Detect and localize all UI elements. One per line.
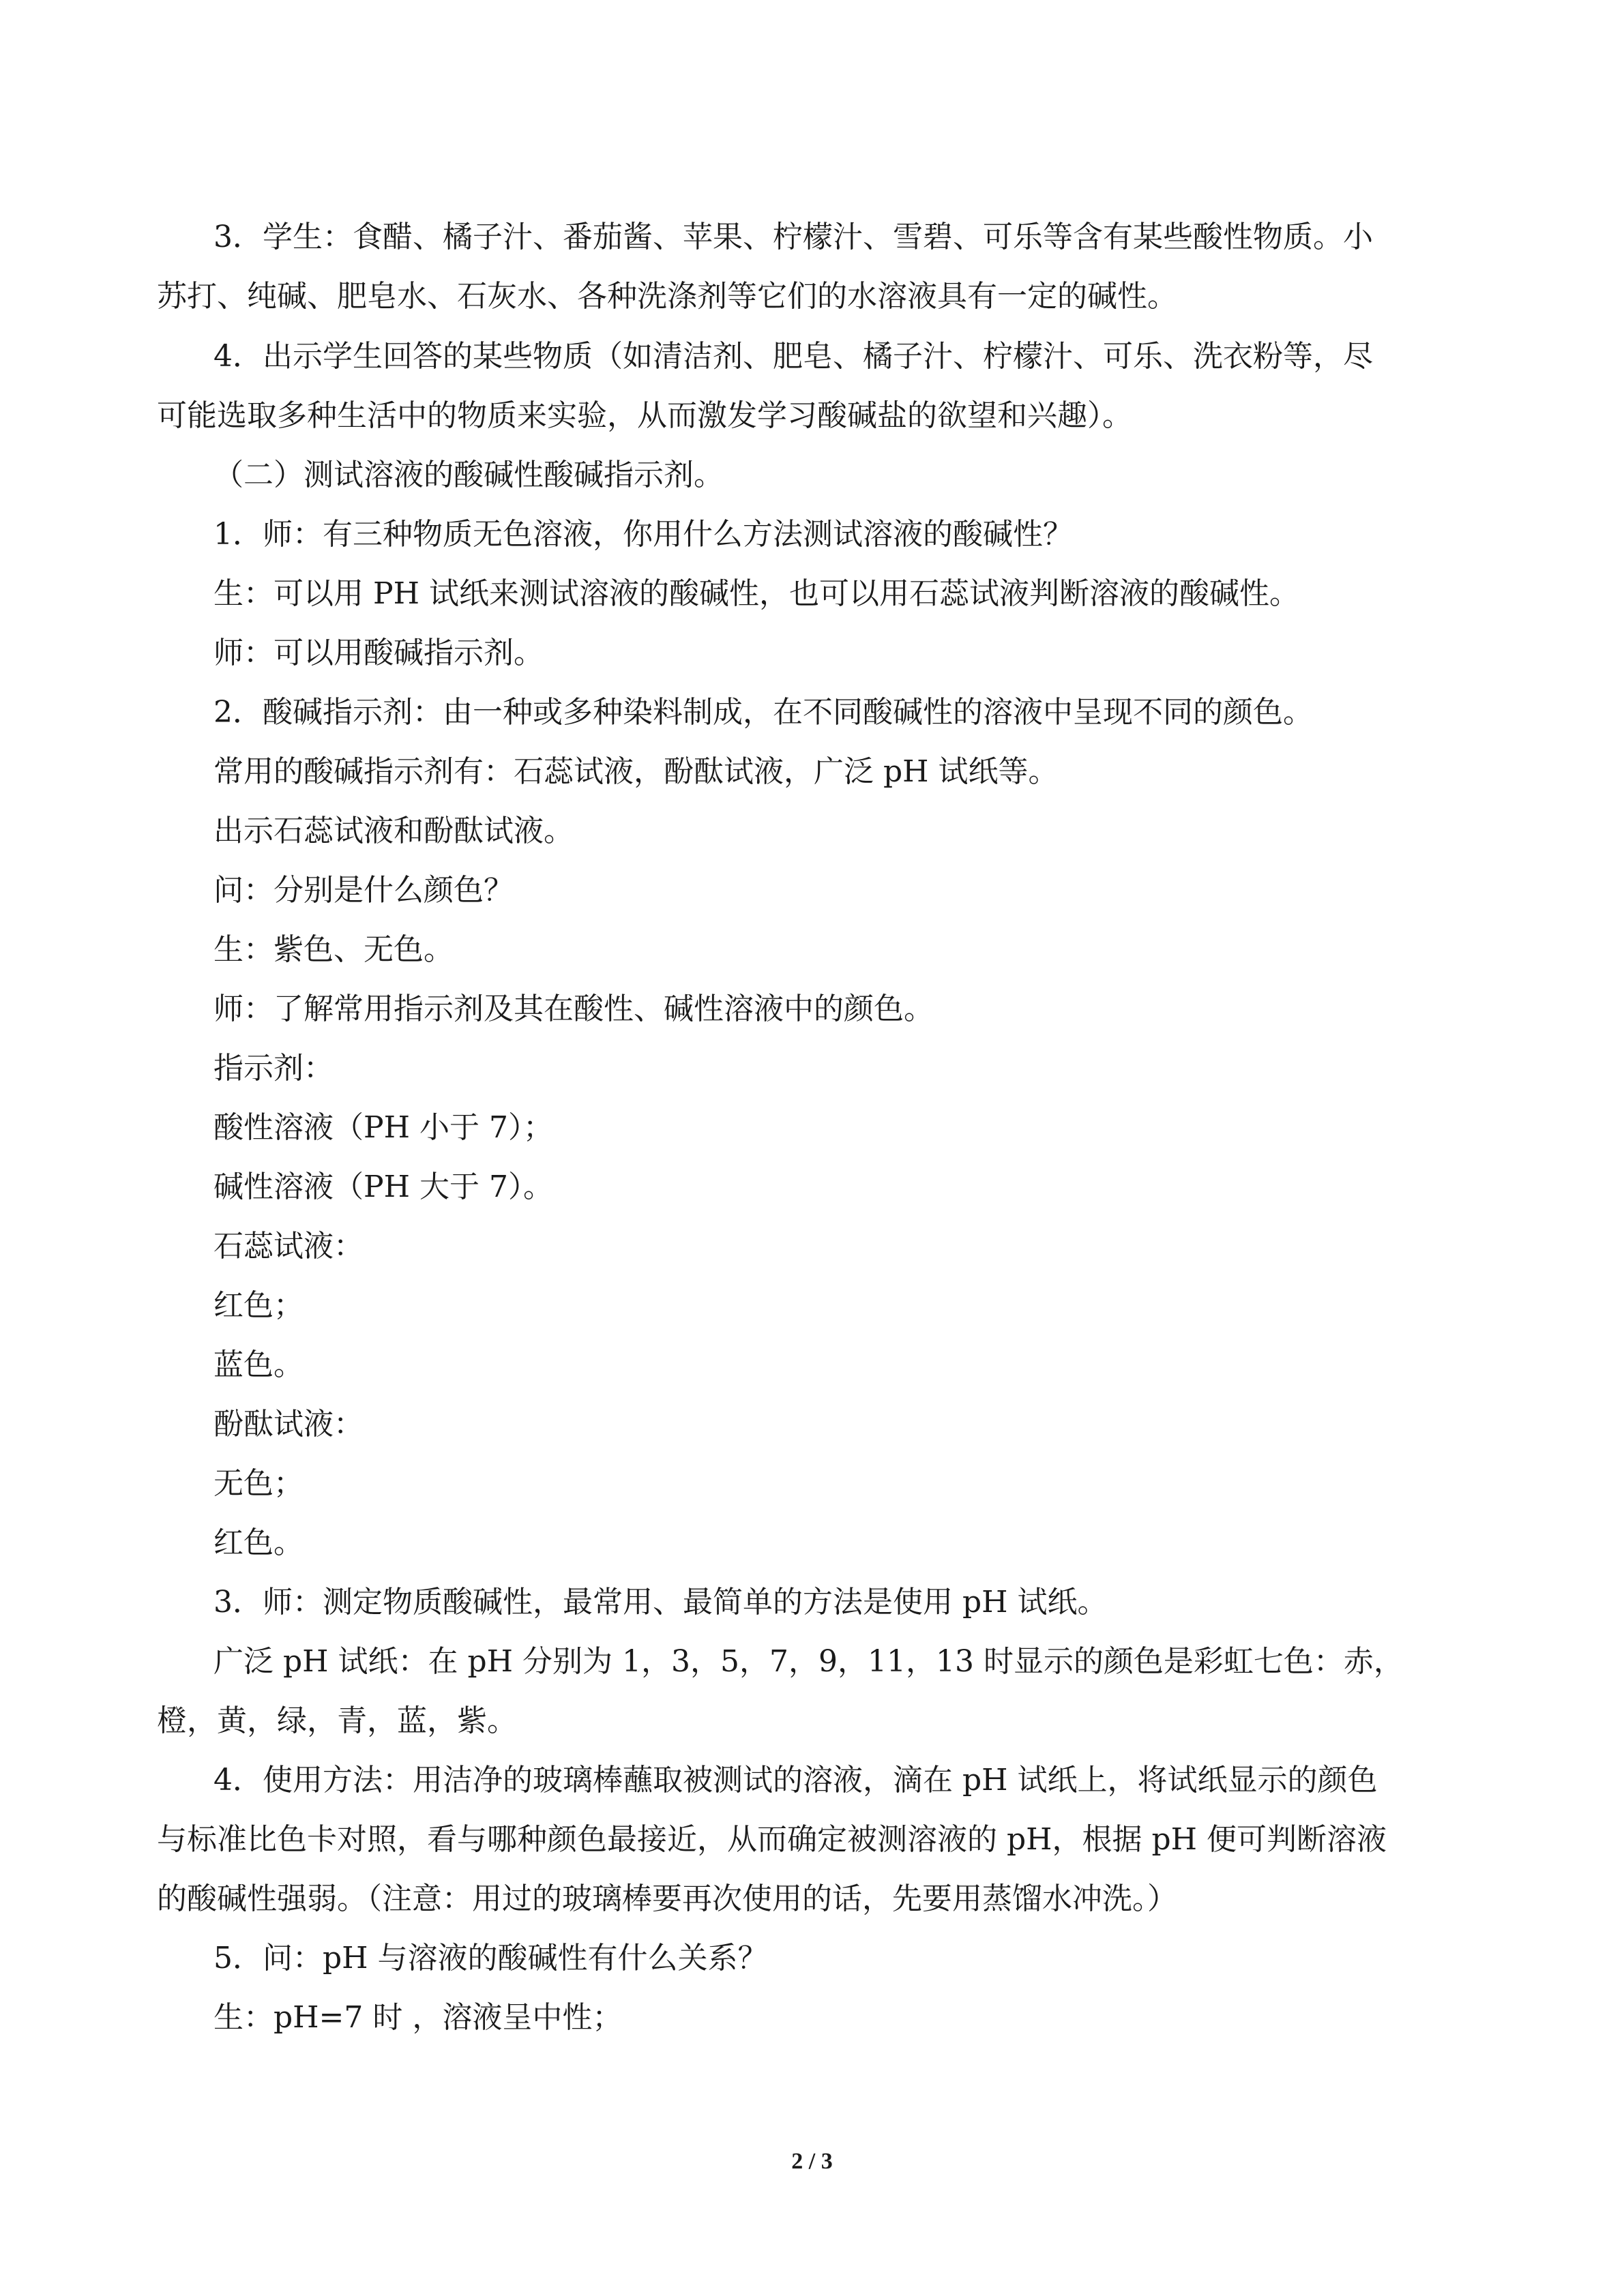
paragraph-line: 指示剂： [213,1051,334,1086]
paragraph-line: 1．师：有三种物质无色溶液，你用什么方法测试溶液的酸碱性？ [213,517,1073,552]
paragraph-line: 3．学生：食醋、橘子汁、番茄酱、苹果、柠檬汁、雪碧、可乐等含有某些酸性物质。小 [213,220,1373,254]
paragraph-line: 酸性溶液（PH 小于 7）； [213,1110,553,1145]
paragraph-line: 生：可以用 PH 试纸来测试溶液的酸碱性，也可以用石蕊试液判断溶液的酸碱性。 [213,576,1299,611]
paragraph-line: 生：紫色、无色。 [213,932,454,967]
paragraph-line: 可能选取多种生活中的物质来实验，从而激发学习酸碱盐的欲望和兴趣）。 [157,398,1132,433]
paragraph-line: 与标准比色卡对照，看与哪种颜色最接近，从而确定被测溶液的 pH，根据 pH 便可判断溶液 [157,1822,1387,1857]
paragraph-line: 红色。 [213,1525,304,1560]
paragraph-line: 师：可以用酸碱指示剂。 [213,636,544,670]
paragraph-line: 5．问：pH 与溶液的酸碱性有什么关系？ [213,1941,768,1976]
paragraph-line: 酚酞试液： [213,1407,364,1442]
paragraph-line: 的酸碱性强弱。（注意：用过的玻璃棒要再次使用的话，先要用蒸馏水冲洗。） [157,1881,1177,1916]
paragraph-line: 师：了解常用指示剂及其在酸性、碱性溶液中的颜色。 [213,992,934,1026]
paragraph-line: 生：pH=7 时 ，溶液呈中性； [213,2000,623,2035]
paragraph-line: 3．师：测定物质酸碱性，最常用、最简单的方法是使用 pH 试纸。 [213,1585,1108,1620]
paragraph-line: 苏打、纯碱、肥皂水、石灰水、各种洗涤剂等它们的水溶液具有一定的碱性。 [157,279,1177,314]
paragraph-line: 4．使用方法：用洁净的玻璃棒蘸取被测试的溶液，滴在 pH 试纸上，将试纸显示的颜色 [213,1763,1378,1798]
section-heading: （二）测试溶液的酸碱性酸碱指示剂。 [213,458,724,492]
paragraph-line: 广泛 pH 试纸：在 pH 分别为 1，3，5，7，9，11，13 时显示的颜色是彩虹七色：赤， [213,1644,1404,1679]
paragraph-line: 无色； [213,1466,304,1501]
paragraph-line: 出示石蕊试液和酚酞试液。 [213,814,574,848]
paragraph-line: 常用的酸碱指示剂有：石蕊试液，酚酞试液，广泛 pH 试纸等。 [213,754,1059,789]
paragraph-line: 蓝色。 [213,1347,304,1382]
page-number: 2 / 3 [791,2149,833,2174]
paragraph-line: 2．酸碱指示剂：由一种或多种染料制成，在不同酸碱性的溶液中呈现不同的颜色。 [213,695,1313,730]
paragraph-line: 石蕊试液： [213,1229,364,1264]
paragraph-line: 4．出示学生回答的某些物质（如清洁剂、肥皂、橘子汁、柠檬汁、可乐、洗衣粉等，尽 [213,339,1373,374]
paragraph-line: 碱性溶液（PH 大于 7）。 [213,1169,553,1204]
paragraph-line: 橙，黄，绿，青，蓝，紫。 [157,1703,517,1738]
paragraph-line: 问：分别是什么颜色？ [213,873,514,908]
paragraph-line: 红色； [213,1288,304,1323]
